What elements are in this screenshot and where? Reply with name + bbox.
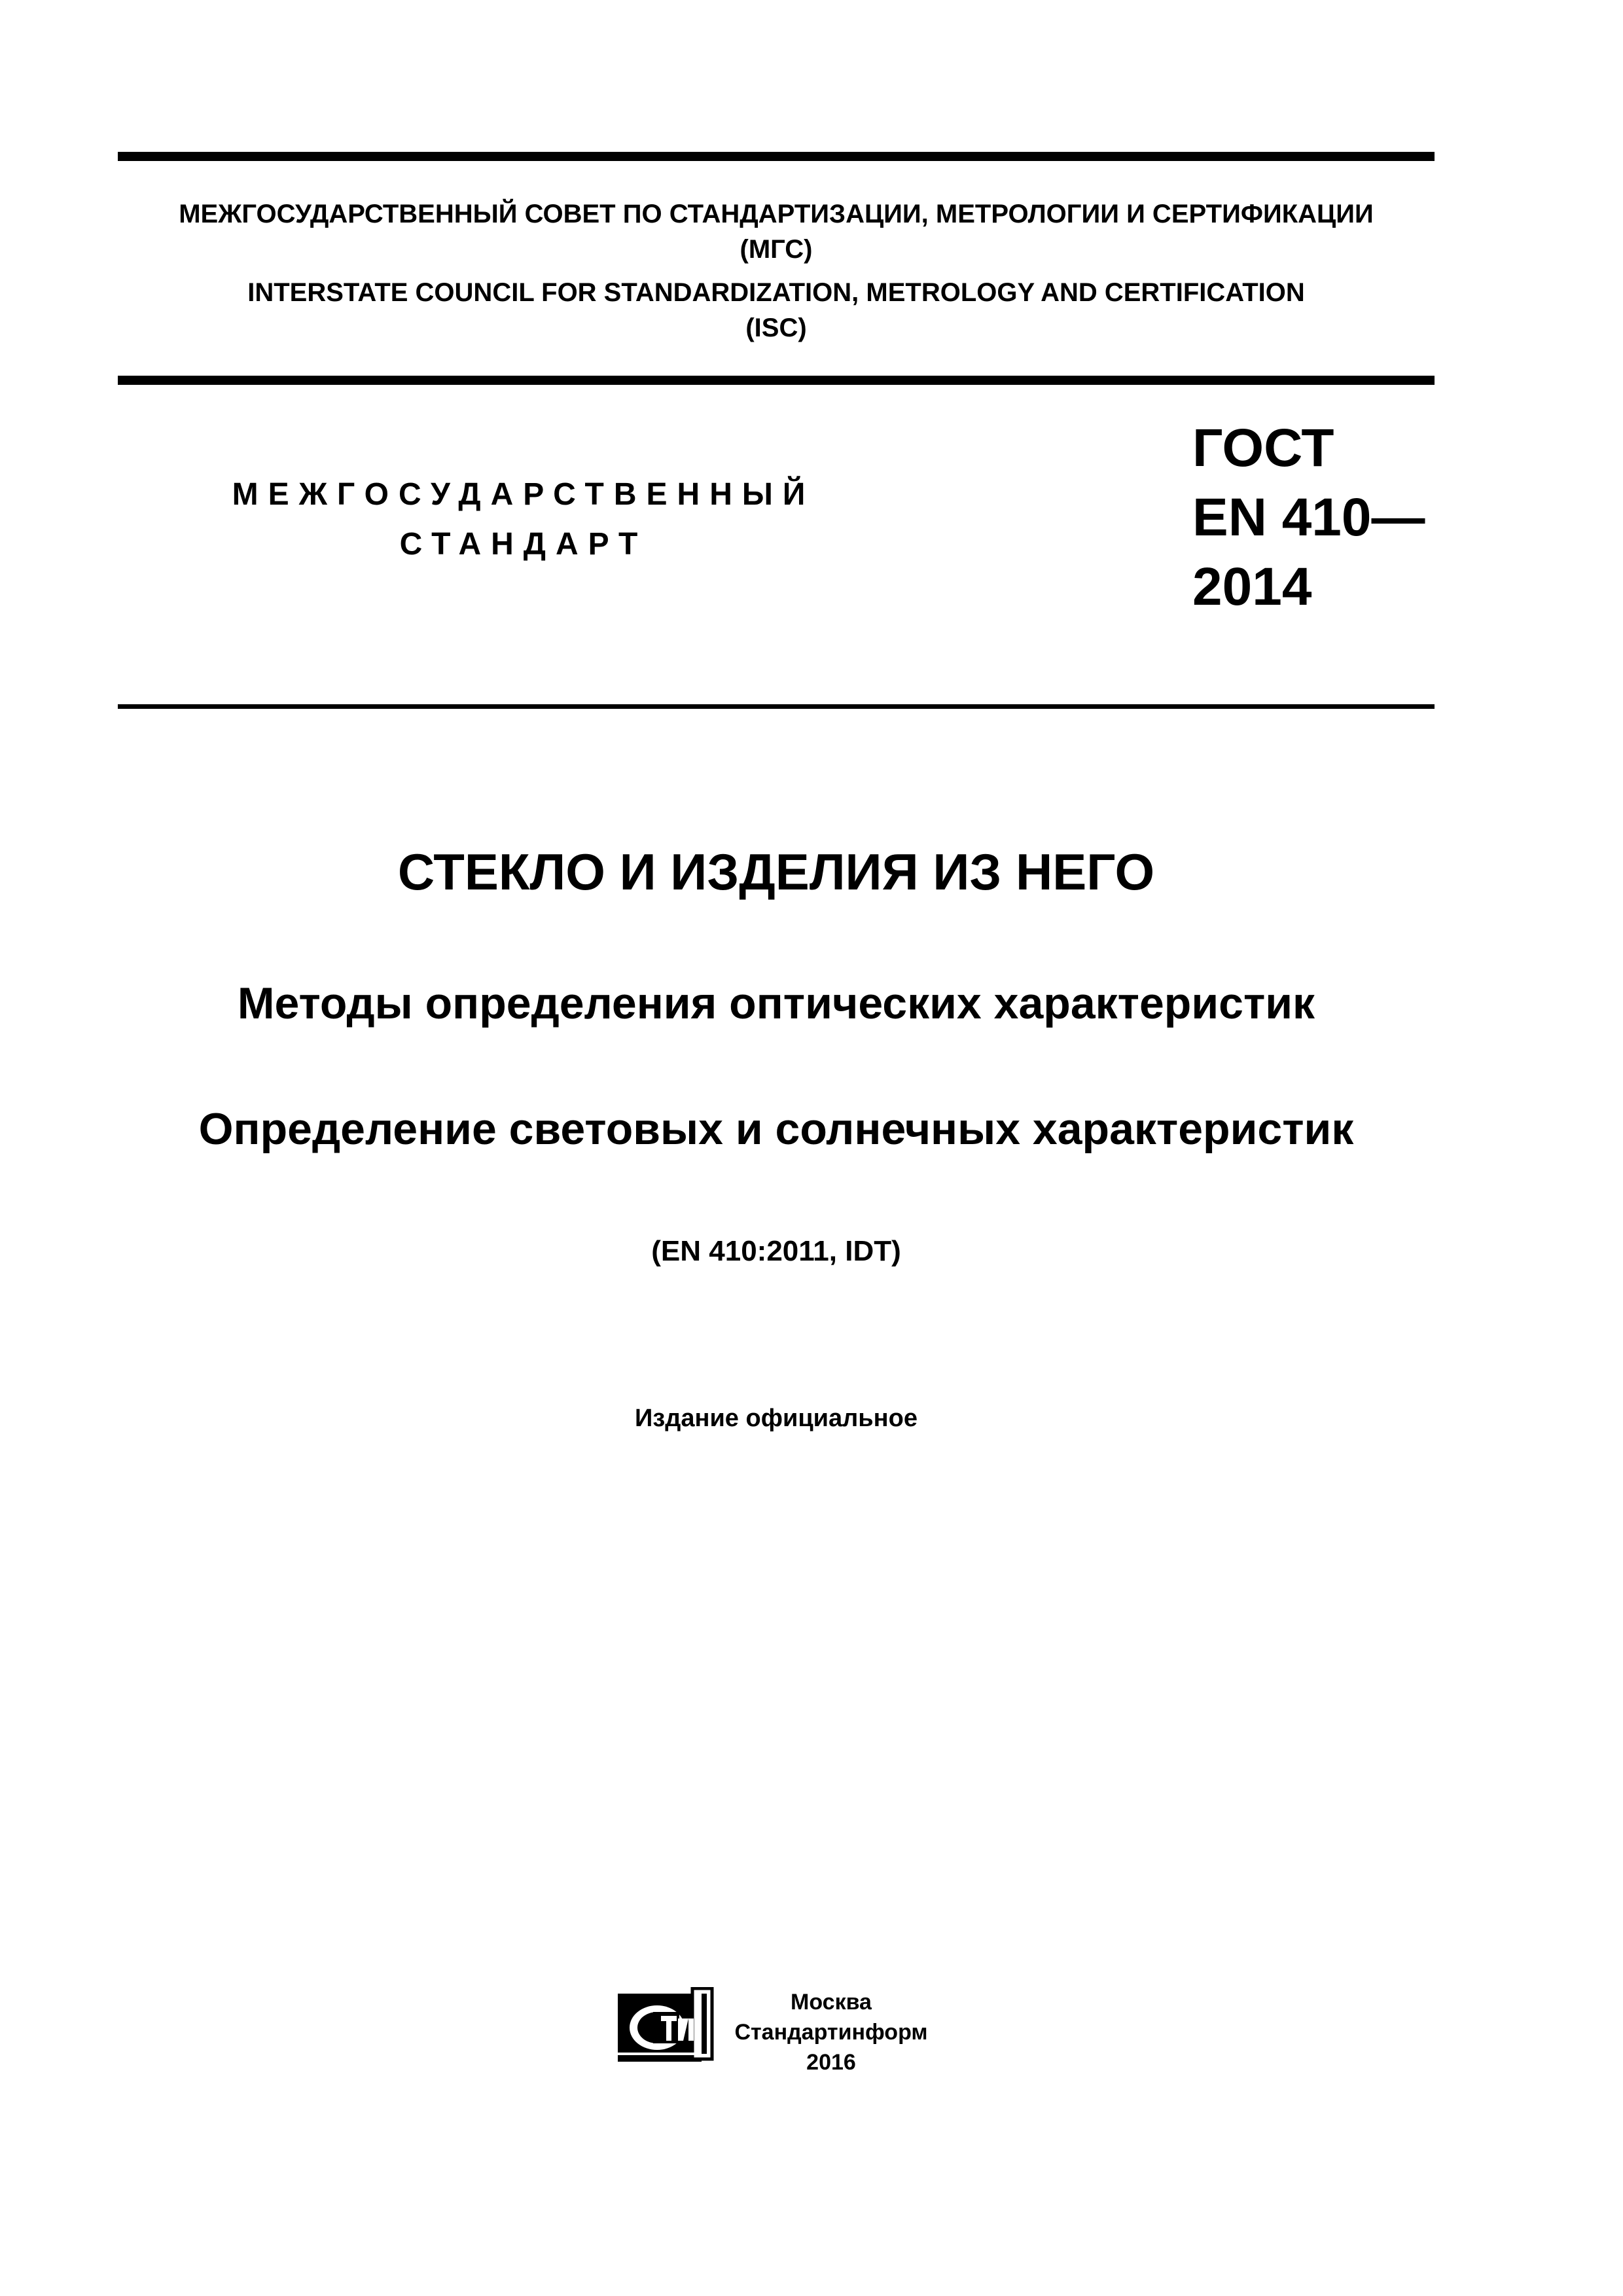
- middle-rule: [118, 376, 1435, 385]
- publisher-city: Москва: [791, 1990, 872, 2015]
- document-title: СТЕКЛО И ИЗДЕЛИЯ ИЗ НЕГО: [397, 843, 1155, 901]
- source-reference: (EN 410:2011, IDT): [651, 1235, 901, 1267]
- standard-type-line1: МЕЖГОСУДАРСТВЕННЫЙ: [232, 477, 815, 512]
- publisher-imprint: [720, 1987, 942, 2077]
- designation-line3: 2014: [1192, 557, 1312, 617]
- document-subtitle-1: Методы определения оптических характеристик: [237, 978, 1315, 1028]
- standartinform-logo-icon: [615, 1987, 715, 2066]
- council-abbr-en: (ISC): [745, 314, 807, 342]
- council-name-ru-line1: МЕЖГОСУДАРСТВЕННЫЙ СОВЕТ ПО СТАНДАРТИЗАЦИИ, МЕТРОЛОГИИ И СЕРТИФИКАЦИИ: [179, 200, 1374, 228]
- designation-line1: ГОСТ: [1192, 418, 1334, 478]
- council-name-ru: [118, 196, 1435, 267]
- standard-designation: [1192, 414, 1425, 622]
- top-rule: [118, 152, 1435, 161]
- standard-type-line2: СТАНДАРТ: [399, 527, 648, 562]
- council-abbr-ru: (МГС): [740, 235, 813, 264]
- council-name-en: [118, 275, 1435, 346]
- designation-line2: EN 410—: [1192, 488, 1425, 547]
- document-subtitle-2: Определение световых и солнечных характеристик: [198, 1104, 1354, 1154]
- bottom-rule: [118, 704, 1435, 709]
- publication-year: 2016: [806, 2050, 856, 2075]
- edition-note: Издание официальное: [635, 1405, 918, 1432]
- council-name-en-line1: INTERSTATE COUNCIL FOR STANDARDIZATION, METROLOGY AND CERTIFICATION: [247, 278, 1305, 307]
- standard-type: [196, 470, 851, 569]
- publisher-name: Стандартинформ: [734, 2020, 928, 2045]
